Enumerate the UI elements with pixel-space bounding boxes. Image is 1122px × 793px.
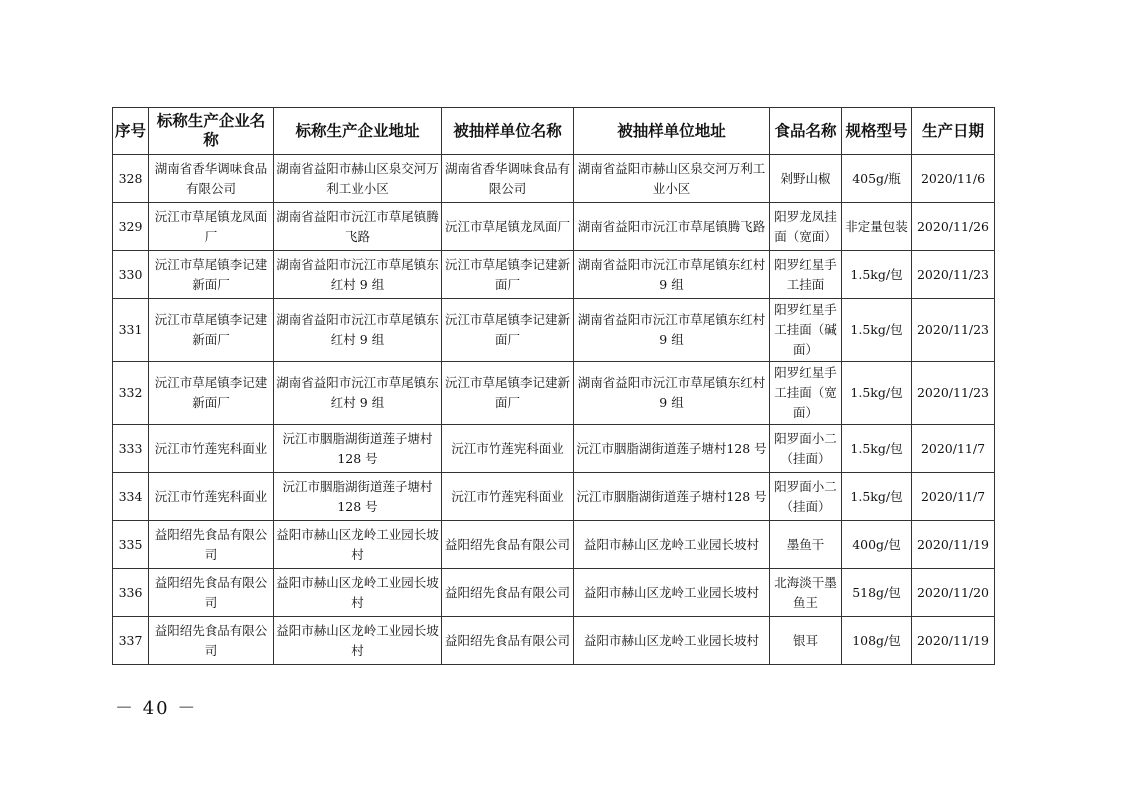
cell-serial: 335 — [113, 521, 149, 569]
cell-sampled-unit-address: 益阳市赫山区龙岭工业园长坡村 — [574, 521, 770, 569]
cell-food-name: 阳罗面小二（挂面） — [770, 473, 842, 521]
table-header-row — [113, 108, 995, 155]
cell-specification: 518g/包 — [842, 569, 912, 617]
cell-producer-name: 沅江市草尾镇李记建新面厂 — [149, 299, 274, 362]
cell-producer-address: 湖南省益阳市赫山区泉交河万利工业小区 — [274, 155, 442, 203]
cell-serial: 334 — [113, 473, 149, 521]
table-row — [113, 155, 995, 203]
page-number: － 40 － — [115, 698, 198, 719]
cell-food-name: 银耳 — [770, 617, 842, 665]
cell-food-name: 墨鱼干 — [770, 521, 842, 569]
cell-producer-name: 益阳绍先食品有限公司 — [149, 569, 274, 617]
cell-sampled-unit-address: 益阳市赫山区龙岭工业园长坡村 — [574, 569, 770, 617]
cell-sampled-unit-name: 沅江市草尾镇龙凤面厂 — [442, 203, 574, 251]
table-row — [113, 251, 995, 299]
cell-producer-address: 益阳市赫山区龙岭工业园长坡村 — [274, 569, 442, 617]
cell-serial: 333 — [113, 425, 149, 473]
header-sampled-unit-name: 被抽样单位名称 — [442, 108, 574, 155]
cell-sampled-unit-name: 湖南省香华调味食品有限公司 — [442, 155, 574, 203]
cell-producer-address: 益阳市赫山区龙岭工业园长坡村 — [274, 521, 442, 569]
cell-producer-address: 湖南省益阳市沅江市草尾镇腾飞路 — [274, 203, 442, 251]
cell-sampled-unit-name: 沅江市草尾镇李记建新面厂 — [442, 299, 574, 362]
cell-producer-address: 湖南省益阳市沅江市草尾镇东红村 9 组 — [274, 299, 442, 362]
cell-sampled-unit-name: 益阳绍先食品有限公司 — [442, 617, 574, 665]
cell-sampled-unit-address: 沅江市胭脂湖街道莲子塘村128 号 — [574, 473, 770, 521]
cell-food-name: 北海淡干墨鱼王 — [770, 569, 842, 617]
header-producer-name: 标称生产企业名称 — [149, 108, 274, 155]
cell-sampled-unit-address: 湖南省益阳市沅江市草尾镇东红村 9 组 — [574, 251, 770, 299]
cell-serial: 331 — [113, 299, 149, 362]
table-row — [113, 362, 995, 425]
cell-producer-name: 沅江市草尾镇李记建新面厂 — [149, 362, 274, 425]
sampling-results-table — [112, 107, 995, 665]
cell-production-date: 2020/11/7 — [912, 473, 995, 521]
table-body — [113, 155, 995, 665]
cell-specification: 1.5kg/包 — [842, 473, 912, 521]
table-row — [113, 617, 995, 665]
cell-sampled-unit-name: 沅江市草尾镇李记建新面厂 — [442, 362, 574, 425]
header-producer-address: 标称生产企业地址 — [274, 108, 442, 155]
cell-production-date: 2020/11/23 — [912, 362, 995, 425]
cell-food-name: 阳罗面小二（挂面） — [770, 425, 842, 473]
cell-sampled-unit-address: 湖南省益阳市沅江市草尾镇东红村 9 组 — [574, 362, 770, 425]
cell-sampled-unit-name: 益阳绍先食品有限公司 — [442, 569, 574, 617]
cell-serial: 330 — [113, 251, 149, 299]
header-food-name: 食品名称 — [770, 108, 842, 155]
table-row — [113, 569, 995, 617]
cell-specification: 405g/瓶 — [842, 155, 912, 203]
cell-production-date: 2020/11/23 — [912, 251, 995, 299]
cell-specification: 1.5kg/包 — [842, 299, 912, 362]
cell-food-name: 阳罗红星手工挂面 — [770, 251, 842, 299]
cell-specification: 108g/包 — [842, 617, 912, 665]
cell-producer-address: 沅江市胭脂湖街道莲子塘村128 号 — [274, 425, 442, 473]
table-row — [113, 425, 995, 473]
cell-specification: 非定量包装 — [842, 203, 912, 251]
cell-specification: 1.5kg/包 — [842, 362, 912, 425]
cell-sampled-unit-name: 沅江市竹莲宪科面业 — [442, 425, 574, 473]
cell-food-name: 阳罗龙凤挂面（宽面） — [770, 203, 842, 251]
cell-serial: 328 — [113, 155, 149, 203]
cell-sampled-unit-name: 益阳绍先食品有限公司 — [442, 521, 574, 569]
cell-producer-name: 沅江市竹莲宪科面业 — [149, 425, 274, 473]
cell-producer-name: 沅江市草尾镇龙凤面厂 — [149, 203, 274, 251]
cell-producer-name: 湖南省香华调味食品有限公司 — [149, 155, 274, 203]
header-production-date: 生产日期 — [912, 108, 995, 155]
cell-food-name: 阳罗红星手工挂面（碱面） — [770, 299, 842, 362]
cell-sampled-unit-name: 沅江市草尾镇李记建新面厂 — [442, 251, 574, 299]
cell-specification: 1.5kg/包 — [842, 251, 912, 299]
table-row — [113, 521, 995, 569]
cell-food-name: 剁野山椒 — [770, 155, 842, 203]
cell-sampled-unit-name: 沅江市竹莲宪科面业 — [442, 473, 574, 521]
cell-production-date: 2020/11/19 — [912, 617, 995, 665]
cell-sampled-unit-address: 沅江市胭脂湖街道莲子塘村128 号 — [574, 425, 770, 473]
cell-producer-name: 沅江市草尾镇李记建新面厂 — [149, 251, 274, 299]
header-sampled-unit-address: 被抽样单位地址 — [574, 108, 770, 155]
cell-sampled-unit-address: 湖南省益阳市赫山区泉交河万利工业小区 — [574, 155, 770, 203]
cell-production-date: 2020/11/19 — [912, 521, 995, 569]
cell-sampled-unit-address: 益阳市赫山区龙岭工业园长坡村 — [574, 617, 770, 665]
cell-producer-name: 沅江市竹莲宪科面业 — [149, 473, 274, 521]
cell-producer-address: 益阳市赫山区龙岭工业园长坡村 — [274, 617, 442, 665]
table-row — [113, 473, 995, 521]
cell-sampled-unit-address: 湖南省益阳市沅江市草尾镇东红村 9 组 — [574, 299, 770, 362]
table-row — [113, 299, 995, 362]
cell-serial: 329 — [113, 203, 149, 251]
cell-producer-address: 湖南省益阳市沅江市草尾镇东红村 9 组 — [274, 362, 442, 425]
cell-producer-address: 沅江市胭脂湖街道莲子塘村128 号 — [274, 473, 442, 521]
cell-specification: 400g/包 — [842, 521, 912, 569]
header-serial: 序号 — [113, 108, 149, 155]
cell-serial: 337 — [113, 617, 149, 665]
cell-food-name: 阳罗红星手工挂面（宽面） — [770, 362, 842, 425]
cell-producer-name: 益阳绍先食品有限公司 — [149, 617, 274, 665]
header-specification: 规格型号 — [842, 108, 912, 155]
cell-specification: 1.5kg/包 — [842, 425, 912, 473]
cell-production-date: 2020/11/23 — [912, 299, 995, 362]
cell-production-date: 2020/11/6 — [912, 155, 995, 203]
cell-production-date: 2020/11/26 — [912, 203, 995, 251]
table-row — [113, 203, 995, 251]
cell-production-date: 2020/11/7 — [912, 425, 995, 473]
cell-producer-name: 益阳绍先食品有限公司 — [149, 521, 274, 569]
cell-production-date: 2020/11/20 — [912, 569, 995, 617]
cell-sampled-unit-address: 湖南省益阳市沅江市草尾镇腾飞路 — [574, 203, 770, 251]
cell-serial: 332 — [113, 362, 149, 425]
cell-producer-address: 湖南省益阳市沅江市草尾镇东红村 9 组 — [274, 251, 442, 299]
cell-serial: 336 — [113, 569, 149, 617]
